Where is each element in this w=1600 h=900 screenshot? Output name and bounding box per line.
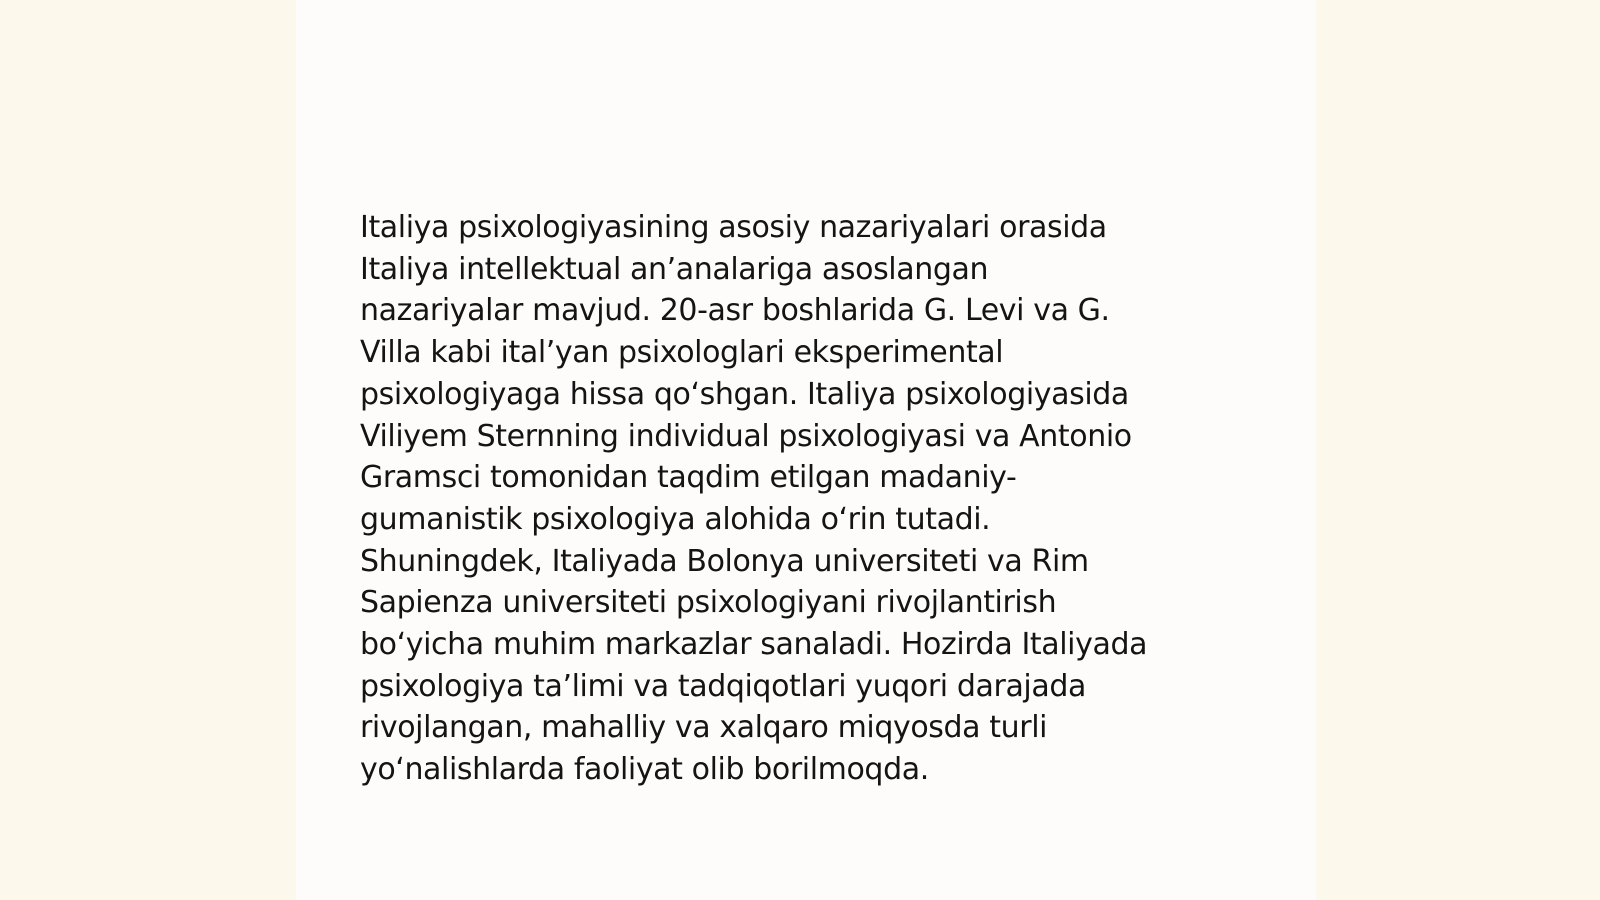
text-line: gumanistik psixologiya alohida o‘rin tutadi. (360, 501, 991, 537)
slide-canvas (296, 0, 1316, 900)
text-line: psixologiyaga hissa qo‘shgan. Italiya psixologiyasida (360, 376, 1129, 412)
text-line: yo‘nalishlarda faoliyat olib borilmoqda. (360, 752, 929, 788)
text-line: psixologiya ta’limi va tadqiqotlari yuqori darajada (360, 668, 1086, 704)
text-line: Gramsci tomonidan taqdim etilgan madaniy- (360, 460, 1017, 496)
text-line: bo‘yicha muhim markazlar sanaladi. Hozirda Italiyada (360, 627, 1148, 663)
text-line: rivojlangan, mahalliy va xalqaro miqyosda turli (360, 710, 1048, 746)
text-line: Villa kabi ital’yan psixologlari eksperimental (360, 335, 1004, 371)
text-line: Sapienza universiteti psixologiyani rivojlantirish (360, 585, 1057, 621)
slide-body-text (360, 207, 1240, 791)
text-line: Shuningdek, Italiyada Bolonya universiteti va Rim (360, 543, 1089, 579)
text-line: nazariyalar mavjud. 20-asr boshlarida G. Levi va G. (360, 293, 1110, 329)
text-line: Viliyem Sternning individual psixologiyasi va Antonio (360, 418, 1132, 454)
text-line: Italiya intellektual an’analariga asoslangan (360, 251, 989, 287)
text-line: Italiya psixologiyasining asosiy nazariyalari orasida (360, 210, 1107, 245)
